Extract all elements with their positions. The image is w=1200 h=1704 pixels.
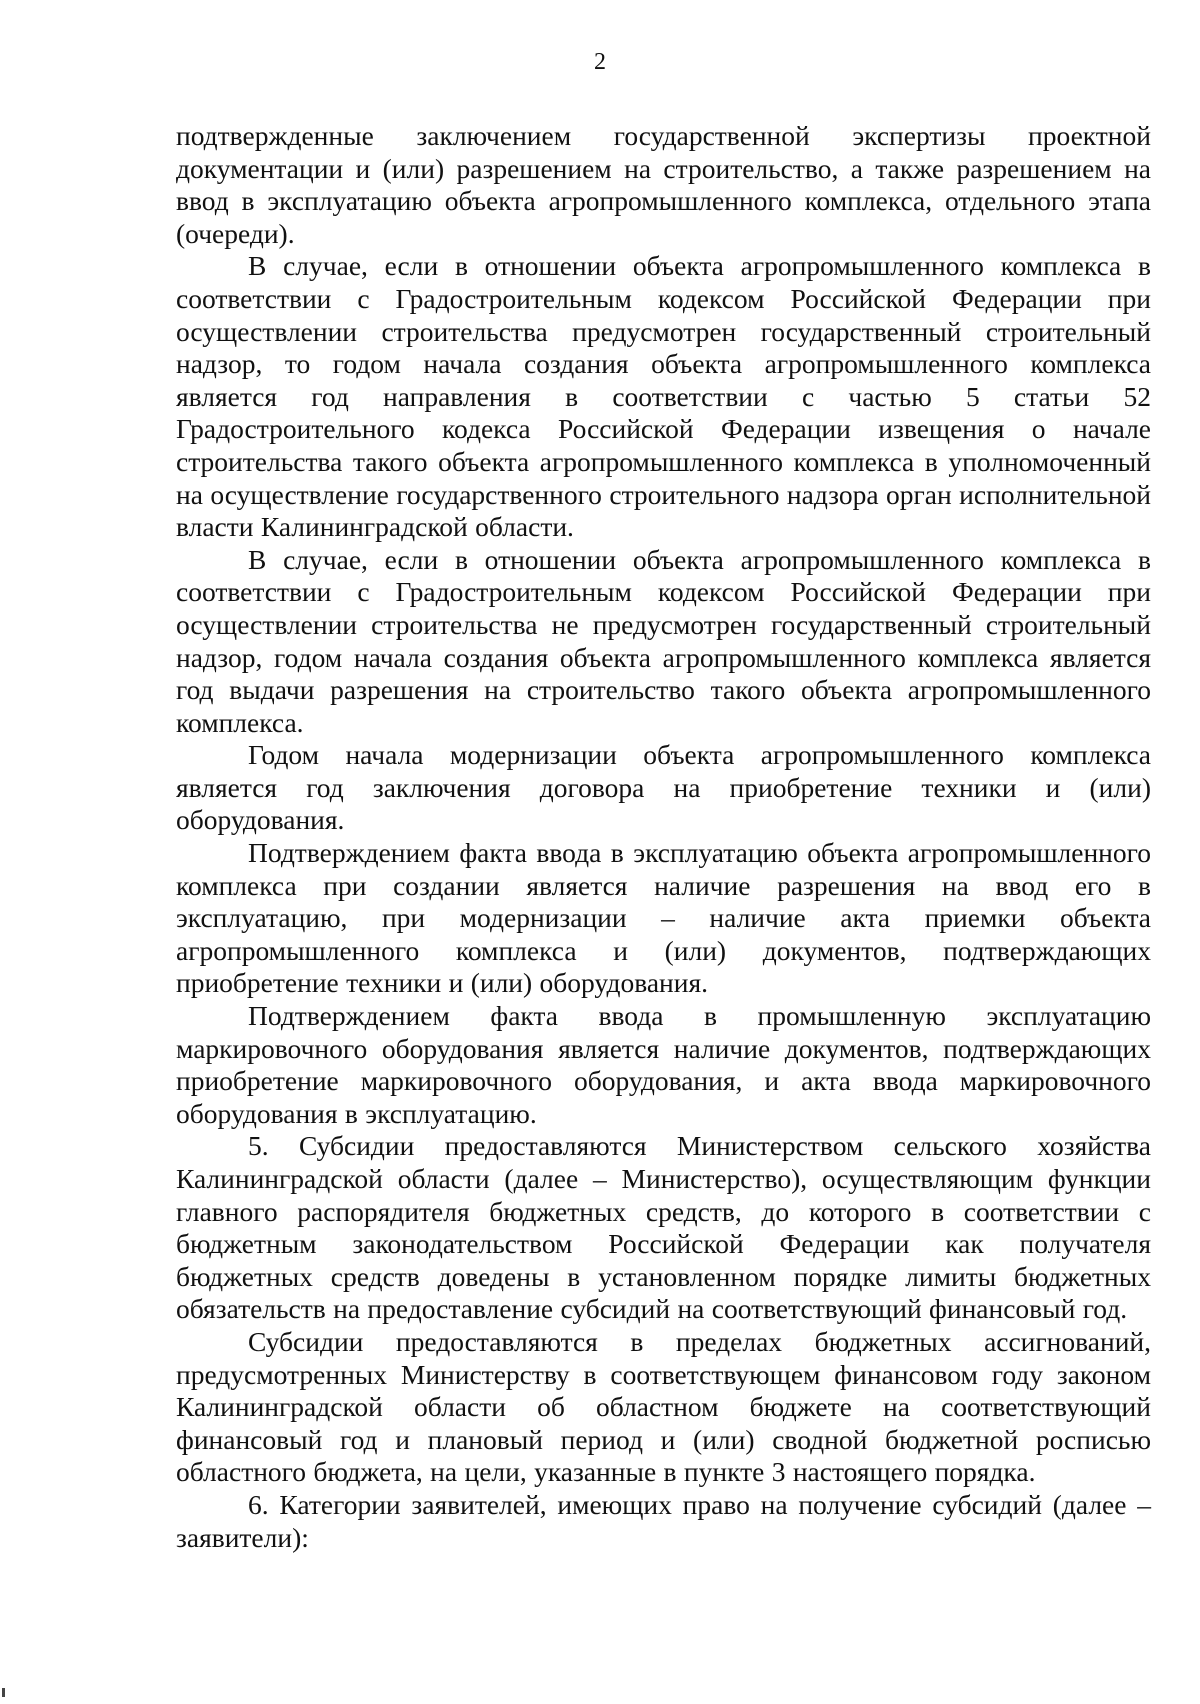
paragraph-item-6-applicants: 6. Категории заявителей, имеющих право на получение субсидий (далее – заявители): — [176, 1488, 1151, 1553]
paragraph-modernization-year: Годом начала модернизации объекта агропромышленного комплекса является год заключения договора на приобретение техники и (или) оборудования. — [176, 739, 1151, 836]
paragraph-marking-equipment: Подтверждением факта ввода в промышленную эксплуатацию маркировочного оборудования является наличие документов, подтверждающих приобретение маркировочного оборудования, и акта ввода маркировочного оборудования в эксплуатацию. — [176, 1000, 1151, 1129]
paragraph-budget-allocations: Субсидии предоставляются в пределах бюджетных ассигнований, предусмотренных Министерству в соответствующем финансовом году законом Калининградской области об областном бюджете на соответствующий финансовый год и плановый период и (или) сводной бюджетной росписью областного бюджета, на цели, указанные в пункте 3 настоящего порядка. — [176, 1325, 1151, 1488]
paragraph-continuation: подтвержденные заключением государственной экспертизы проектной документации и (или) разрешением на строительство, а также разрешением на ввод в эксплуатацию объекта агропромышленного комплекса, отдельного этапа (очереди). — [176, 120, 1151, 249]
paragraph-item-5-subsidies: 5. Субсидии предоставляются Министерством сельского хозяйства Калининградской области (далее – Министерство), осуществляющим функции главного распорядителя бюджетных средств, до которого в соответствии с бюджетным законодательством Российской Федерации как получателя бюджетных средств доведены в установленном порядке лимиты бюджетных обязательств на предоставление субсидий на соответствующий финансовый год. — [176, 1130, 1151, 1325]
page-number: 2 — [594, 49, 606, 75]
paragraph-commissioning-confirmation: Подтверждением факта ввода в эксплуатацию объекта агропромышленного комплекса при создании является наличие разрешения на ввод его в эксплуатацию, при модернизации – наличие акта приемки объекта агропромышленного комплекса и (или) документов, подтверждающих приобретение техники и (или) оборудования. — [176, 837, 1151, 999]
paragraph-no-supervision-case: В случае, если в отношении объекта агропромышленного комплекса в соответствии с Градостроительным кодексом Российской Федерации при осуществлении строительства не предусмотрен государственный строительный надзор, годом начала создания объекта агропромышленного комплекса является год выдачи разрешения на строительство такого объекта агропромышленного комплекса. — [176, 543, 1151, 738]
document-body — [176, 120, 1151, 1554]
paragraph-state-supervision-case: В случае, если в отношении объекта агропромышленного комплекса в соответствии с Градостроительным кодексом Российской Федерации при осуществлении строительства предусмотрен государственный строительный надзор, то годом начала создания объекта агропромышленного комплекса является год направления в соответствии с частью 5 статьи 52 Градостроительного кодекса Российской Федерации извещения о начале строительства такого объекта агропромышленного комплекса в уполномоченный на осуществление государственного строительного надзора орган исполнительной власти Калининградской области. — [176, 250, 1151, 543]
scan-edge-mark — [2, 1688, 5, 1697]
